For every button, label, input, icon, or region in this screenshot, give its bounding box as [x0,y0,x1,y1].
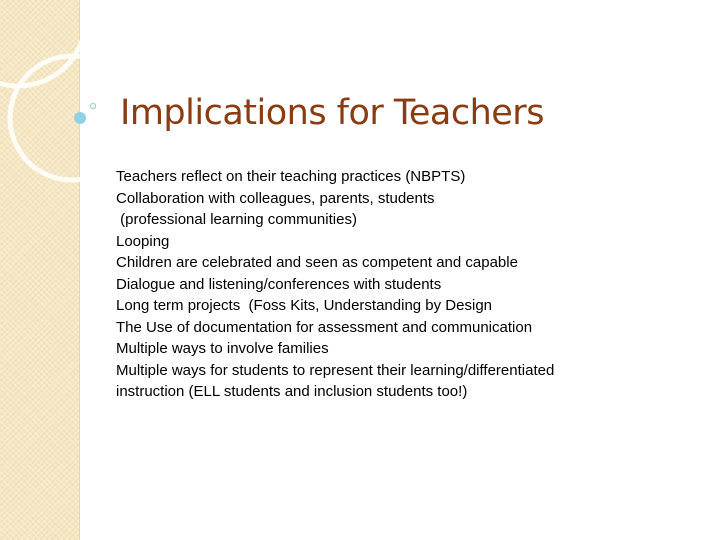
content-line: Teachers reflect on their teaching practices (NBPTS) [116,168,466,185]
content-line: Long term projects (Foss Kits, Understanding by Design [116,297,493,314]
tiny-accent-ring [90,103,95,108]
small-accent-dot [74,112,86,124]
content-line: Dialogue and listening/conferences with students [116,275,442,293]
content-line: instruction (ELL students and inclusion students too!) [116,383,468,400]
large-ring [0,0,86,86]
content-line: The Use of documentation for assessment and communication [116,318,533,336]
content-line: Collaboration with colleagues, parents, students [116,189,435,207]
content-line: Multiple ways to involve families [116,340,329,357]
slide-title: Implications for Teachers [120,93,544,133]
content-line: Looping [116,232,170,250]
content-line: Children are celebrated and seen as competent and capable [116,254,518,271]
content-line: (professional learning communities) [116,211,357,228]
content-line: Multiple ways for students to represent their learning/differentiated [116,361,555,379]
middle-ring [10,56,134,180]
content-list [116,166,711,403]
